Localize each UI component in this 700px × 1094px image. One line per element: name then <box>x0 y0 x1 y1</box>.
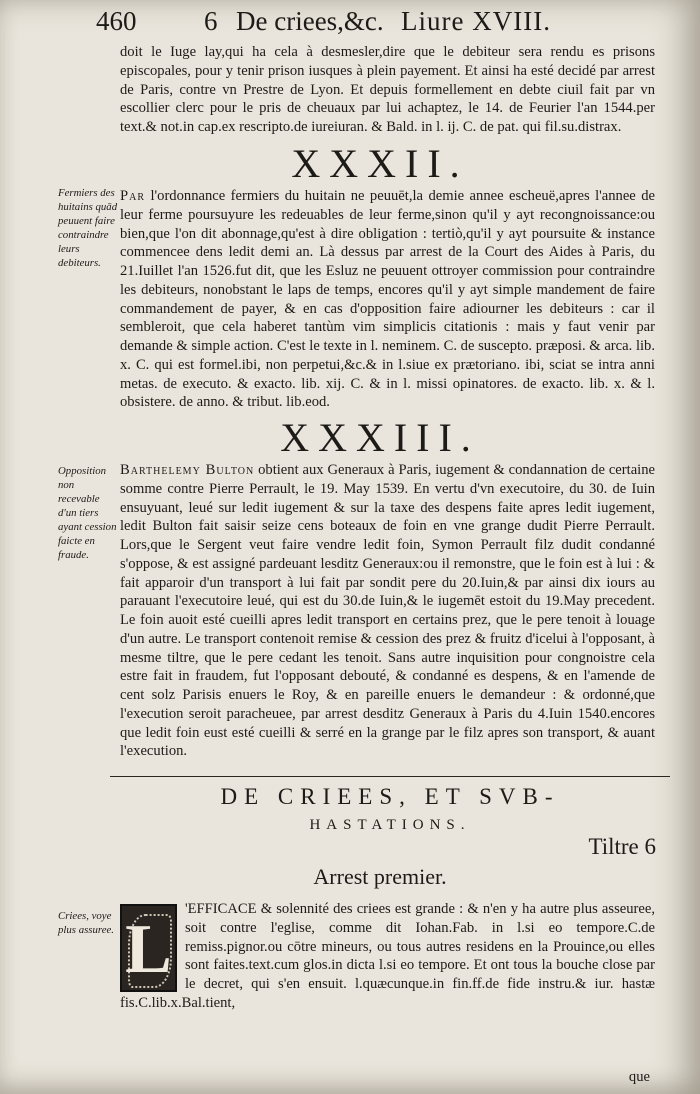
opening-paragraph-block <box>120 43 655 137</box>
tiltre-number: Tiltre 6 <box>588 834 656 859</box>
section-xxxii-text: l'ordonnance fermiers du huitain ne peuuēt,la demie annee escheuë,apres l'annee de leur ferme poursuyure les redeuables de leur ferme,sinon qu'il y ayt recongnoissance:ou bien,que l'on dit abonnage,qu'est à dire obligation : tertiò,qu'il y ayt poursuite & instance commencee dens ledit demi an. Là dessus par arrest de la Court des Aides à Paris, du 21.Iuillet l'an 1526.fut dit, que les Esluz ne peuuent ottroyer commission pour contraindre les debiteurs, nonobstant le laps de temps, encores qu'il y ayt simple mandement de faire commandement de payer, & en cas d'opposition faire adiourner les debiteurs : car il sembleroit, que cela haberet tantùm vim simplicis citationis : mais y faut venir par demande & simple action. C'est le texte in l. neminem. C. de suscepto. præposi. & arca. lib. x. C. qui est formel.ibi, non perpetui,&c.& in l.siue ex prætoriano. ibi, sciat se intra anni metas. de executo. & exacto. lib. xij. C. & in l. missi opinatores. de exacto. lib. x. & l. obsistere. de anno. & tribut. lib.eod. <box>120 188 655 411</box>
dropcap-letter: L <box>125 911 172 988</box>
opening-paragraph: doit le Iuge lay,qui ha cela à desmesler,dire que le debiteur sera rendu es prisons episcopales, pour y tenir prison iusques à plein payement. Et ainsi ha esté decidé par arrest de Paris, contre vn Prestre de Lyon. Et depuis formellement en debte ciuil fait par vn escollier clerc pour le pris de cheuaux par lui achaptez, le 14. de Feurier l'an 1544.per text.& not.in cap.ex rescripto.de iureiuran. & Bald. in l. ij. C. de pat. qui fil.su.distrax. <box>120 44 655 135</box>
running-title: De criees,&c. <box>236 6 384 36</box>
section-heading-xxxiii: XXXIII. <box>280 415 480 460</box>
arrest-heading: Arrest premier. <box>313 864 447 889</box>
title-line-1: DE CRIEES, ET SVB- <box>220 784 560 809</box>
title-line-2: HASTATIONS. <box>309 817 471 833</box>
section-xxxii-lead: Par <box>120 188 146 204</box>
page-number: 460 <box>96 6 137 36</box>
sidenote-criees: Criees, voye plus assuree. <box>58 910 114 936</box>
section-xxxiii-text: obtient aux Generaux à Paris, iugement & condannation de certaine somme contre Pierre Perrault, le 19. May 1539. En vertu d'vn executoire, du 30. de Iuin ensuyuant, leué sur ledit iugement & sur la taxe des despens faite apres ledit iugement, ledit Bulton fait saisir seize cens boteaux de foin en vne grange dudit Pierre Perrault. Lors,que le Sergent veut faire vendre ledit foin, Symon Perrault filz dudit condanné s'oppose, & est assigné pardeuant lesditz Generaux:ou il remonstre, que le foin est à lui : & fait apparoir d'un transport à lui fait par sondit pere du 20.Iuin,& par ainsi dix iours au parauant l'executoire leué, qui est du 30.de Iuin,& le iugemēt estoit du 19.May precedent. Le foin auoit esté cueilli apres ledit transport en certains prez, que le pere tenoit à louage d'un autre. Le transport contenoit remise & cession des prez & fruitz d'icelui à l'opposant, à mesme tiltre, que le pere cedant les tenoit. Sans autre inquisition pour congnoistre cela estre fait in fraudem, fut l'opposant debouté, & condanné es despens, & en l'amende de cent solz Parisis enuers le Roy, & en pareille enuers le demandeur : & ordonné,que l'execution seroit paracheuee, par arrest desditz Generaux à Paris du 4.Iuin 1540.encores que ledit foin eust esté cueilli & serré en la grange par le filz apres son transport, & auant l'execution. <box>120 462 655 760</box>
section-xxxii-block <box>120 187 655 412</box>
title-block <box>110 776 670 834</box>
section-heading-xxxii: XXXII. <box>291 141 469 186</box>
sidenote-opposition: Opposition non recevable d'un tiers ayant cession faicte en fraude. <box>58 465 117 561</box>
section-xxxiii-paragraph <box>120 461 655 761</box>
sidenote-fermiers: Fermiers des huitains quād peuuent faire contraindre leurs debiteurs. <box>58 187 118 269</box>
arrest-paragraph-block <box>120 900 655 1013</box>
book-number: Liure XVIII. <box>401 6 551 36</box>
section-xxxiii-lead: Barthelemy Bulton <box>120 462 255 478</box>
arrest-paragraph: 'EFFICACE & solennité des criees est grande : & n'en y ha autre plus asseuree, soit contre l'eglise, comme dit Iohan.Fab. in l.si eo tempore.C.de remiss.pignor.ou cōtre mineurs, ou tous autres residens en la Prouince,ou elles sont faites.text.cum glos.in dicta l.si eo tempore. Et ont tous la bouche close par le decret, qui s'en ensuit. l.quæcunque.in fin.ff.de fide instru.& iur. hastæ fis.C.lib.x.Bal.tient, <box>120 901 655 1011</box>
section-xxxiii-block <box>120 461 655 761</box>
decorated-initial <box>120 904 177 992</box>
catchword: que <box>628 1069 650 1085</box>
signature-mark: 6 <box>204 6 218 36</box>
section-xxxii-paragraph <box>120 187 655 412</box>
running-header <box>96 6 596 36</box>
